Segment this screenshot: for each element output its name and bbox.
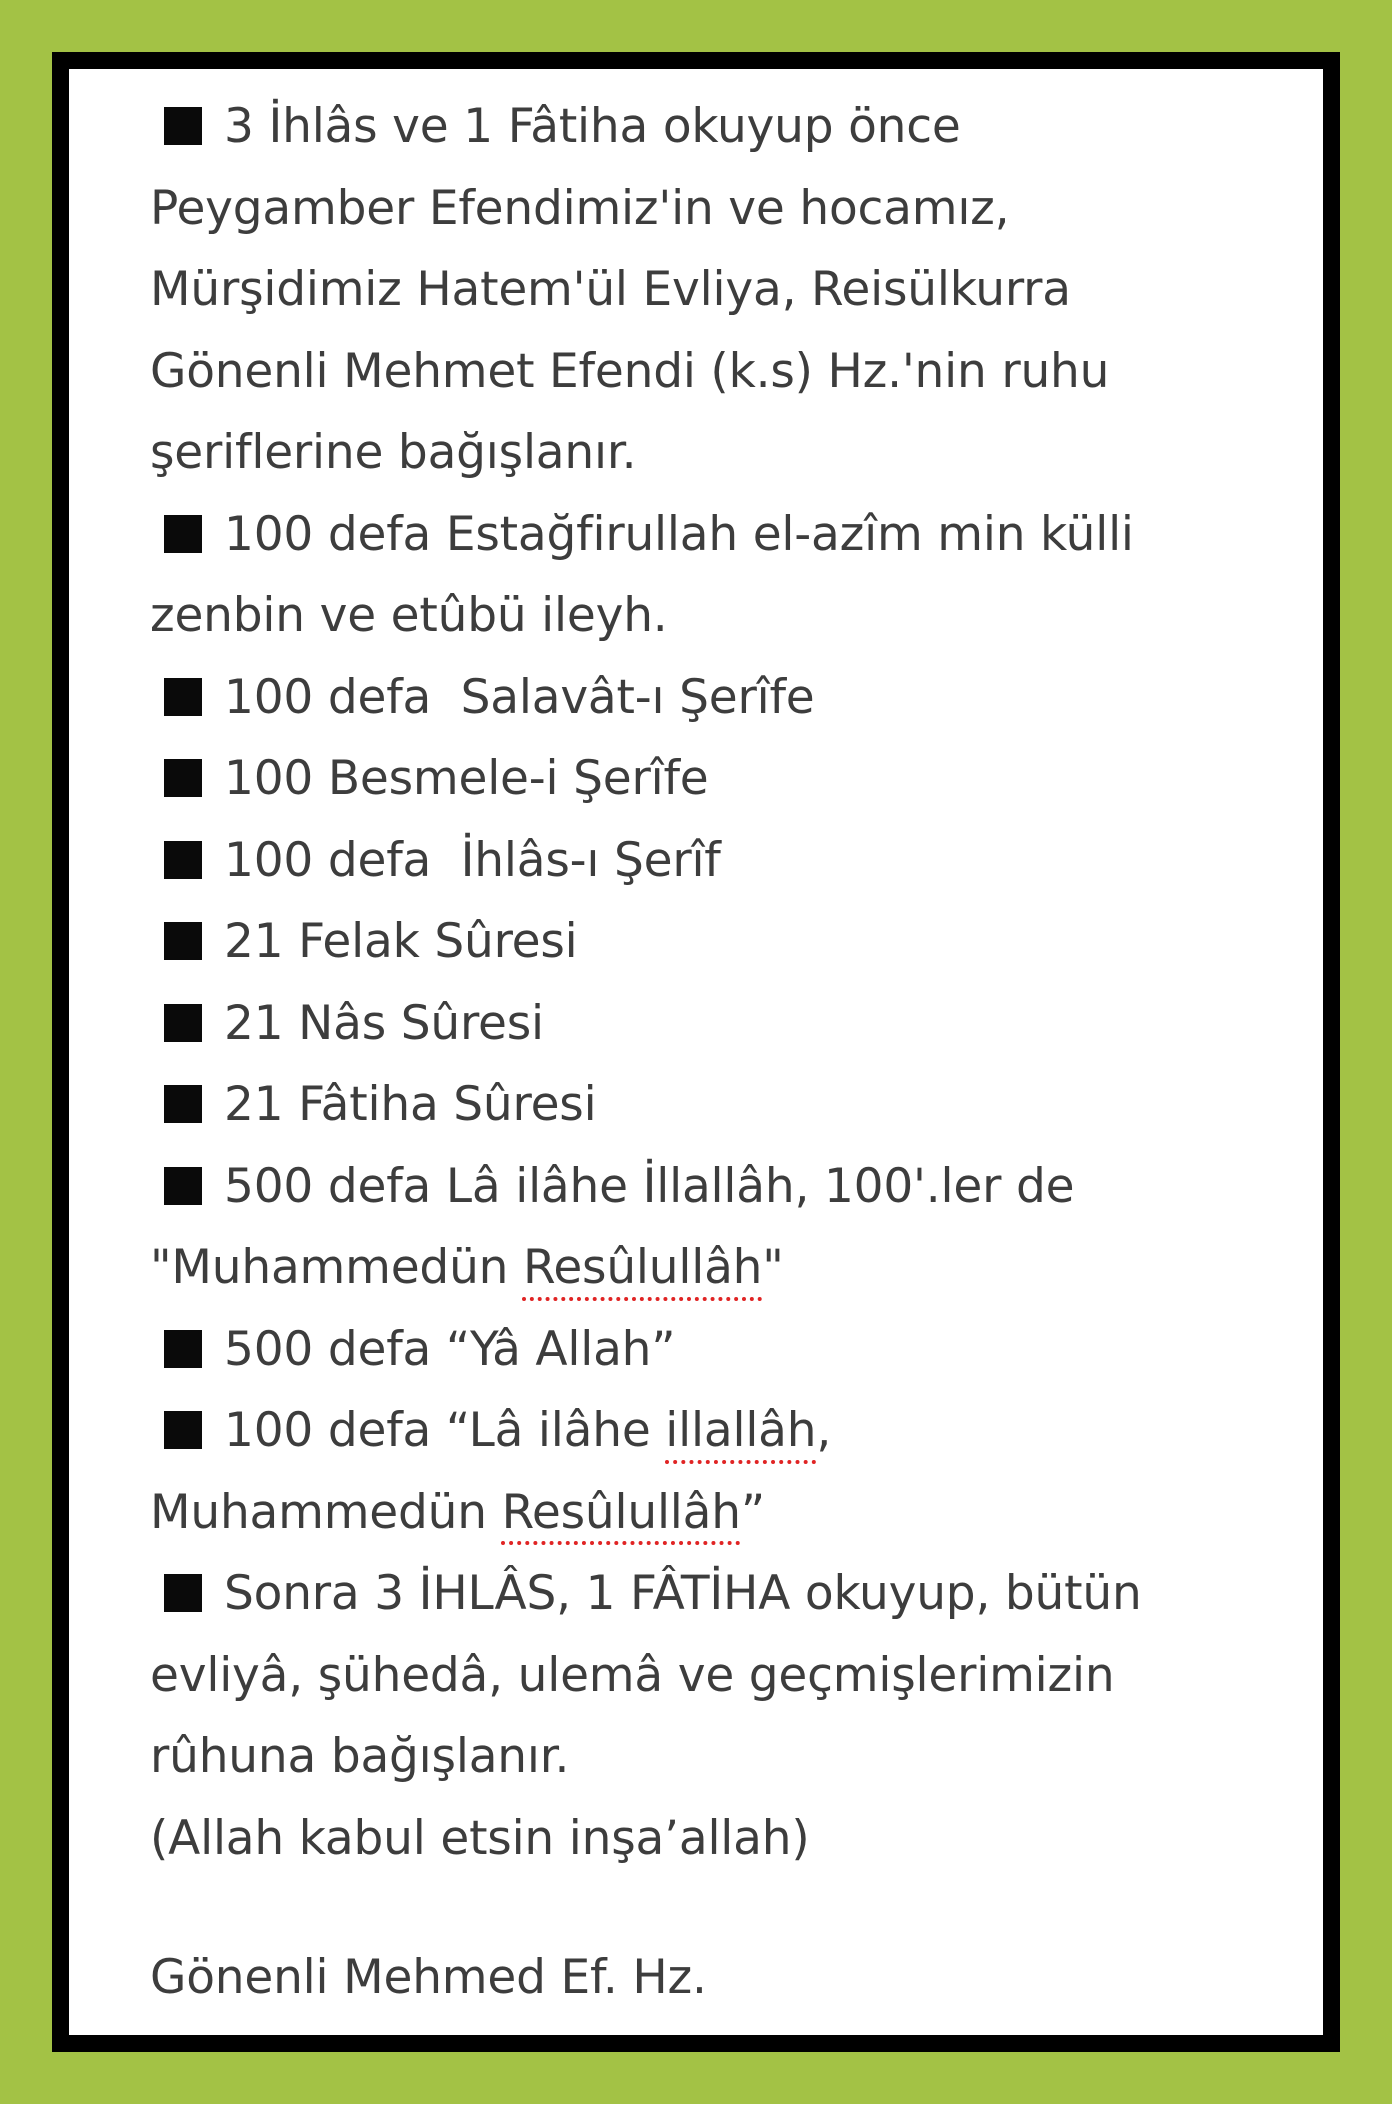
document-text — [150, 86, 1270, 2019]
misspelled-word[interactable]: Resûlullâh — [501, 1484, 741, 1540]
black-square-icon — [164, 1167, 202, 1205]
line-text: 100 defa Estağfirullah el-azîm min külli — [224, 506, 1134, 562]
signature: Gönenli Mehmed Ef. Hz. — [150, 1950, 707, 2005]
line-text: 100 Besmele-i Şerîfe — [224, 751, 709, 806]
list-item — [150, 1309, 1270, 1391]
list-item — [150, 983, 1270, 1065]
text-line: Mürşidimiz Hatem'ül Evliya, Reisülkurra — [150, 262, 1071, 317]
line-text: 100 defa Salavât-ı Şerîfe — [224, 669, 815, 725]
black-square-icon — [164, 107, 202, 145]
black-square-icon — [164, 759, 202, 797]
text-line: Peygamber Efendimiz'in ve hocamız, — [150, 180, 1010, 236]
black-square-icon — [164, 515, 202, 553]
text-line — [150, 1227, 1270, 1309]
list-item — [150, 1390, 1270, 1472]
line-text: 100 defa “Lâ ilâhe — [224, 1403, 666, 1458]
black-square-icon — [164, 841, 202, 879]
black-square-icon — [164, 1330, 202, 1368]
line-text: 21 Felak Sûresi — [224, 914, 578, 969]
black-square-icon — [164, 1004, 202, 1042]
list-item — [150, 1064, 1270, 1146]
line-text: ” — [740, 1484, 766, 1540]
black-square-icon — [164, 678, 202, 716]
black-square-icon — [164, 922, 202, 960]
list-item — [150, 494, 1270, 576]
list-item — [150, 738, 1270, 820]
list-item — [150, 1553, 1270, 1635]
list-item — [150, 1146, 1270, 1228]
line-text: " — [762, 1240, 784, 1295]
list-item — [150, 901, 1270, 983]
line-text: 500 defa “Yâ Allah” — [224, 1321, 676, 1377]
line-text: 500 defa Lâ ilâhe İllallâh, 100'.ler de — [224, 1158, 1075, 1214]
list-item — [150, 86, 1270, 168]
line-text: Muhammedün — [150, 1484, 502, 1540]
line-text: , — [816, 1403, 832, 1458]
list-item — [150, 820, 1270, 902]
line-text: Sonra 3 İHLÂS, 1 FÂTİHA okuyup, bütün — [224, 1566, 1142, 1621]
black-square-icon — [164, 1085, 202, 1123]
line-text: "Muhammedün — [150, 1240, 523, 1295]
line-text: 21 Nâs Sûresi — [224, 995, 544, 1051]
line-text: 100 defa İhlâs-ı Şerîf — [224, 832, 721, 888]
list-item — [150, 657, 1270, 739]
text-line: zenbin ve etûbü ileyh. — [150, 588, 668, 643]
black-square-icon — [164, 1574, 202, 1612]
text-line: (Allah kabul etsin inşa’allah) — [150, 1810, 810, 1866]
text-line — [150, 1472, 1270, 1554]
misspelled-word[interactable]: Resûlullâh — [522, 1240, 763, 1295]
line-text: 21 Fâtiha Sûresi — [224, 1077, 597, 1132]
misspelled-word[interactable]: illallâh — [665, 1403, 817, 1458]
spacer — [150, 1879, 1270, 1937]
text-line: şeriflerine bağışlanır. — [150, 425, 637, 480]
text-line: evliyâ, şühedâ, ulemâ ve geçmişlerimizin — [150, 1647, 1115, 1703]
black-square-icon — [164, 1411, 202, 1449]
text-line: Gönenli Mehmet Efendi (k.s) Hz.'nin ruhu — [150, 343, 1110, 399]
line-text: 3 İhlâs ve 1 Fâtiha okuyup önce — [224, 99, 961, 154]
text-line: rûhuna bağışlanır. — [150, 1729, 570, 1784]
